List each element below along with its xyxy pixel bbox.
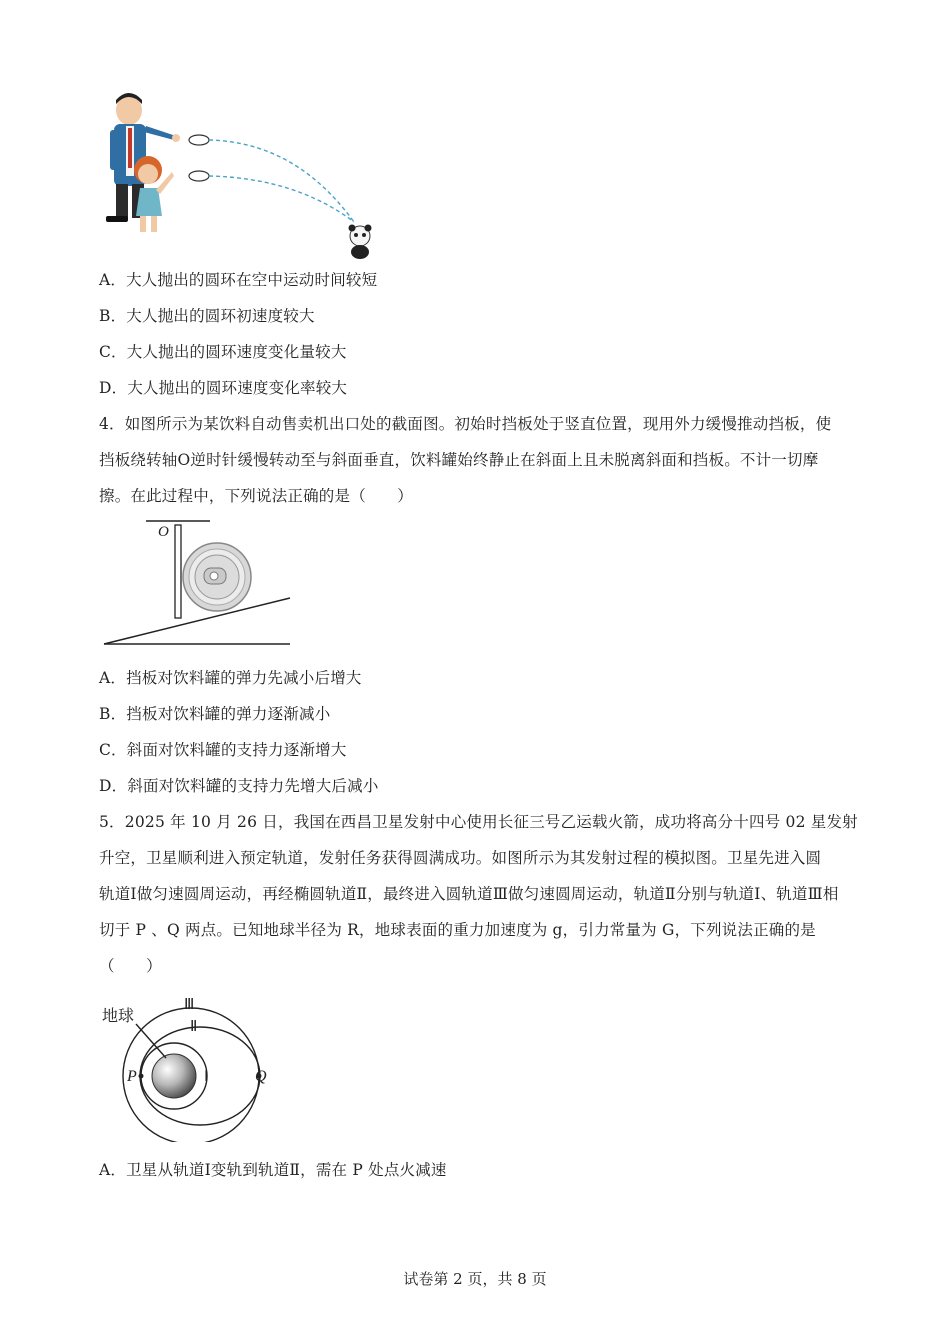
q5-stem-line-3: 轨道Ⅰ做匀速圆周运动，再经椭圆轨道Ⅱ，最终进入圆轨道Ⅲ做匀速圆周运动，轨道Ⅱ分别与轨道Ⅰ、轨道Ⅲ相 [99,885,839,903]
trajectory-child [209,176,354,222]
child-figure [134,156,174,232]
ring-adult [189,135,209,145]
q4-option-d: D．斜面对饮料罐的支持力先增大后减小 [99,777,379,795]
baffle-plate [175,525,181,618]
q4-option-c: C．斜面对饮料罐的支持力逐渐增大 [99,741,347,759]
ring-toss-figure [96,92,396,264]
label-orbit-iii: Ⅲ [184,997,195,1013]
panda-toy [349,225,372,260]
label-orbit-i: Ⅰ [204,1069,209,1085]
axis-label-o: O [158,524,169,540]
q3-option-a: A．大人抛出的圆环在空中运动时间较短 [99,271,378,289]
page-footer: 试卷第 2 页，共 8 页 [403,1270,547,1288]
vending-machine-figure [100,516,300,650]
label-orbit-ii: Ⅱ [190,1019,198,1035]
ring-child [189,171,209,181]
q5-stem-line-1: 5．2025 年 10 月 26 日，我国在西昌卫星发射中心使用长征三号乙运载火箭，成功将高分十四号 02 星发射 [99,813,858,831]
q5-stem-line-2: 升空，卫星顺利进入预定轨道，发射任务获得圆满成功。如图所示为其发射过程的模拟图。卫星先进入圆 [99,849,822,867]
trajectory-adult [209,140,354,222]
q3-option-d: D．大人抛出的圆环速度变化率较大 [99,379,348,397]
label-earth: 地球 [102,1008,135,1025]
drink-can [183,543,251,611]
q3-option-b: B．大人抛出的圆环初速度较大 [99,307,315,325]
label-p: P [127,1068,137,1085]
q4-option-b: B．挡板对饮料罐的弹力逐渐减小 [99,705,331,723]
point-p-dot [139,1074,144,1079]
q4-stem-line-1: 4．如图所示为某饮料自动售卖机出口处的截面图。初始时挡板处于竖直位置，现用外力缓慢推动挡板，使 [99,415,832,433]
q5-stem-line-4: 切于 P 、Q 两点。已知地球半径为 R，地球表面的重力加速度为 g，引力常量为 G，下列说法正确的是 [99,921,816,939]
label-q: Q [255,1068,267,1085]
q5-option-a: A．卫星从轨道Ⅰ变轨到轨道Ⅱ，需在 P 处点火减速 [99,1161,447,1179]
q3-option-c: C．大人抛出的圆环速度变化量较大 [99,343,347,361]
orbit-figure [98,990,288,1142]
q4-stem-line-3: 擦。在此过程中，下列说法正确的是（ ） [99,487,414,505]
q4-option-a: A．挡板对饮料罐的弹力先减小后增大 [99,669,362,687]
q5-stem-line-5: （ ） [99,957,162,975]
earth [152,1054,196,1098]
q4-stem-line-2: 挡板绕转轴O逆时针缓慢转动至与斜面垂直，饮料罐始终静止在斜面上且未脱离斜面和挡板。不计一切摩 [99,451,819,469]
